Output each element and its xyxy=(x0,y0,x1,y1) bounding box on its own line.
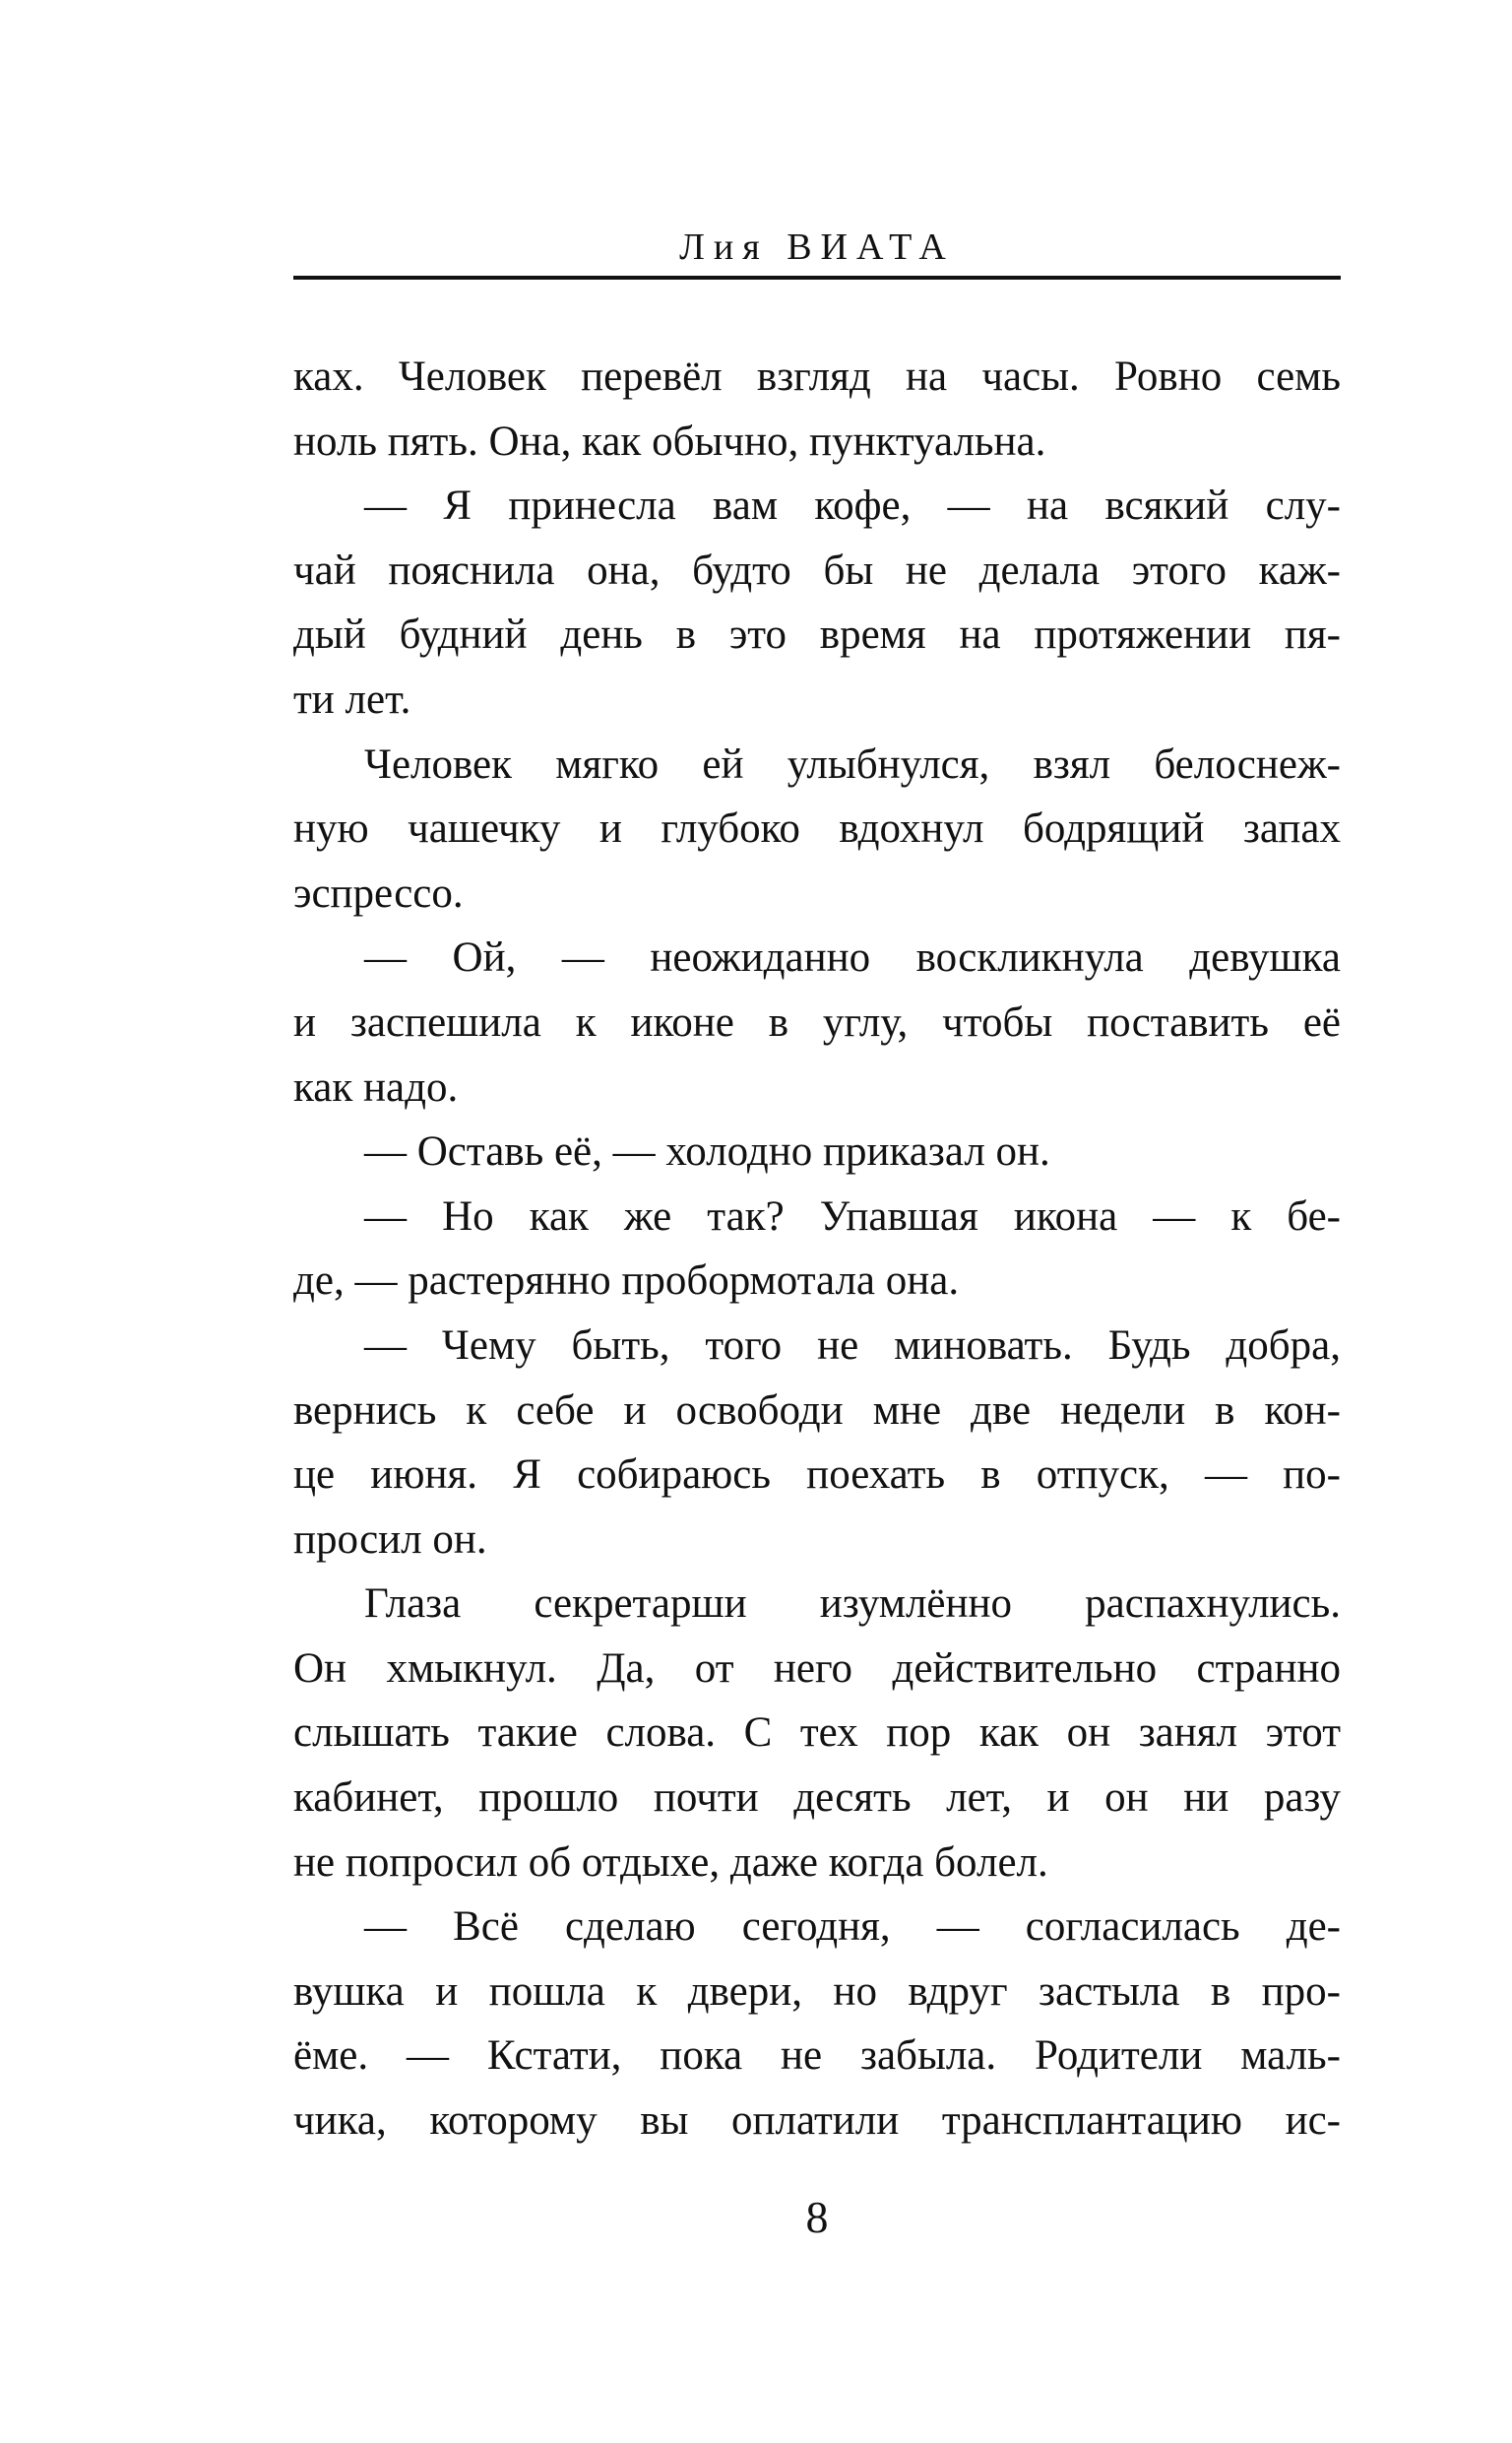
header-rule xyxy=(293,276,1341,280)
text-line: ёме. — Кстати, пока не забыла. Родители маль- xyxy=(293,2032,1341,2080)
text-line: Он хмыкнул. Да, от него действительно странно xyxy=(293,1644,1341,1692)
text-line: не попросил об отдыхе, даже когда болел. xyxy=(293,1838,1048,1886)
text-line: как надо. xyxy=(293,1063,459,1111)
text-line: чай пояснила она, будто бы не делала этого каж- xyxy=(293,546,1341,594)
text-line: це июня. Я собираюсь поехать в отпуск, — по- xyxy=(293,1451,1341,1499)
text-line: и заспешила к иконе в углу, чтобы поставить её xyxy=(293,998,1341,1046)
text-line: эспрессо. xyxy=(293,869,464,917)
text-line: — Оставь её, — холодно приказал он. xyxy=(364,1128,1050,1176)
text-line: вушка и пошла к двери, но вдруг застыла в про- xyxy=(293,1967,1341,2015)
text-line: слышать такие слова. С тех пор как он занял этот xyxy=(293,1709,1341,1757)
text-line: — Я принесла вам кофе, — на всякий слу- xyxy=(364,482,1341,530)
text-line: ти лет. xyxy=(293,675,411,723)
text-line: де, — растерянно пробормотала она. xyxy=(293,1257,960,1305)
text-line: Глаза секретарши изумлённо распахнулись. xyxy=(364,1580,1341,1628)
text-line: — Но как же так? Упавшая икона — к бе- xyxy=(364,1192,1341,1240)
page-number: 8 xyxy=(805,2192,829,2242)
text-line: просил он. xyxy=(293,1515,487,1563)
text-line: — Ой, — неожиданно воскликнула девушка xyxy=(364,934,1341,982)
text-line: Человек мягко ей улыбнулся, взял белоснеж- xyxy=(364,740,1341,788)
text-line: — Чему быть, того не миновать. Будь добра, xyxy=(364,1321,1341,1369)
text-line: ную чашечку и глубоко вдохнул бодрящий запах xyxy=(293,805,1341,853)
text-line: ноль пять. Она, как обычно, пунктуальна. xyxy=(293,418,1046,465)
text-line: кабинет, прошло почти десять лет, и он ни разу xyxy=(293,1774,1341,1822)
text-line: вернись к себе и освободи мне две недели в кон- xyxy=(293,1386,1341,1434)
text-line: дый будний день в это время на протяжении пя- xyxy=(293,611,1341,659)
text-line: — Всё сделаю сегодня, — согласилась де- xyxy=(364,1903,1341,1951)
running-head-author: Лия ВИАТА xyxy=(679,226,955,268)
text-line: ках. Человек перевёл взгляд на часы. Ровно семь xyxy=(293,354,1341,400)
text-line: чика, которому вы оплатили трансплантацию ис- xyxy=(293,2097,1341,2145)
body-text xyxy=(293,345,1341,2154)
